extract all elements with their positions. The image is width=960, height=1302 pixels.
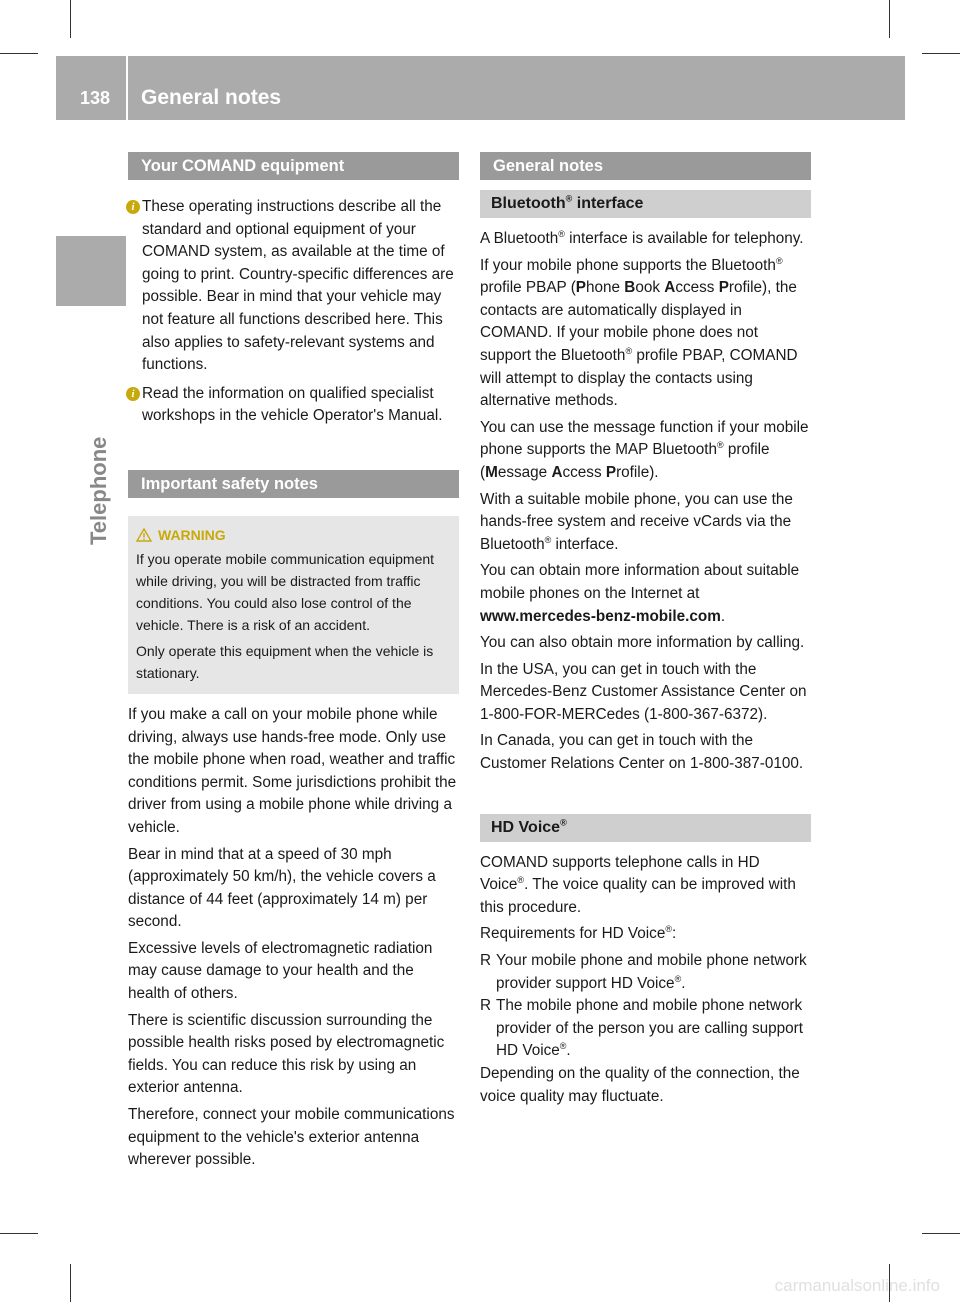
paragraph: With a suitable mobile phone, you can use the hands-free system and receive vCards via the Bluetooth® interface. — [480, 490, 793, 553]
paragraph: COMAND supports telephone calls in HD Voice®. The voice quality can be improved with this procedure. — [480, 853, 796, 916]
info-icon: i — [126, 387, 140, 401]
info-note — [128, 196, 459, 377]
paragraph: You can also obtain more information by calling. — [480, 634, 805, 652]
paragraph: Requirements for HD Voice®: — [480, 924, 677, 943]
subsection-heading — [480, 814, 811, 842]
bullet-icon: R — [480, 997, 492, 1015]
reg-mark: ® — [565, 193, 573, 204]
crop-mark — [70, 1264, 71, 1302]
info-note — [128, 383, 459, 428]
page-number: 138 — [80, 88, 111, 108]
paragraph: Depending on the quality of the connection, the voice quality may fluctuate. — [480, 1065, 800, 1105]
watermark: carmanualsonline.info — [774, 1276, 940, 1295]
warning-triangle-icon — [136, 528, 152, 542]
list-item: R Your mobile phone and mobile phone network provider support HD Voice®. — [480, 952, 807, 992]
section-heading: General notes — [480, 152, 811, 180]
section-heading: Important safety notes — [128, 470, 459, 498]
paragraph: A Bluetooth® interface is available for telephony. — [480, 228, 804, 247]
crop-mark — [922, 1233, 960, 1234]
bullet-icon: R — [480, 952, 492, 970]
paragraph: You can use the message function if your mobile phone supports the MAP Bluetooth® profile (Message Access Profile). — [480, 418, 809, 481]
paragraph: In Canada, you can get in touch with the Customer Relations Center on 1-800-387-0100. — [480, 732, 804, 773]
paragraph: Bear in mind that at a speed of 30 mph (approximately 50 km/h), the vehicle covers a distance of 44 feet (approximately 14 m) per second. — [128, 845, 436, 931]
paragraph: Excessive levels of electromagnetic radiation may cause damage to your health and the health of others. — [128, 939, 433, 1003]
paragraph: If you make a call on your mobile phone while driving, always use hands-free mode. Only use the mobile phone when road, weather and traffic conditions permit. Some jurisdictions prohibit the driver from using a mobile phone while driving a vehicle. — [128, 705, 457, 836]
chapter-title: General notes — [141, 86, 282, 109]
heading-text: Bluetooth — [491, 195, 566, 212]
heading-text: interface — [576, 195, 644, 212]
warning-box — [128, 516, 459, 694]
right-column — [480, 152, 811, 1112]
paragraph: There is scientific discussion surrounding the possible health risks posed by electromagnetic fields. You can reduce this risk by using an exterior antenna. — [128, 1011, 445, 1097]
website-link[interactable]: www.mercedes-benz-mobile.com — [480, 607, 721, 625]
crop-mark — [0, 53, 38, 54]
side-tab — [56, 236, 126, 306]
warning-text: If you operate mobile communication equipment while driving, you will be distracted from traffic conditions. You could also lose control of the vehicle. There is a risk of an accident. — [136, 550, 435, 633]
heading-text: HD Voice — [491, 818, 561, 836]
paragraph: Therefore, connect your mobile communications equipment to the vehicle's exterior antenna wherever possible. — [128, 1106, 455, 1169]
info-text: Read the information on qualified specialist workshops in the vehicle Operator's Manual. — [142, 384, 443, 425]
paragraph: If your mobile phone supports the Bluetooth® profile PBAP (Phone Book Access Profile), the contacts are automatically displayed in COMAND. If your mobile phone does not support the Bluetooth® profile PBAP, COMAND will attempt to display the contacts using alternative methods. — [480, 255, 798, 410]
info-text: These operating instructions describe all the standard and optional equipment of your COMAND system, as available at the time of going to print. Country-specific differences are possible. Bear in mind that your vehicle may not feature all functions described here. This also applies to safety-relevant systems and functions. — [142, 198, 454, 374]
reg-mark: ® — [560, 817, 567, 828]
subsection-heading — [480, 190, 811, 218]
info-icon: i — [126, 200, 140, 214]
warning-title — [136, 524, 451, 546]
crop-mark — [922, 53, 960, 54]
warning-label: WARNING — [158, 526, 226, 543]
list-item: R The mobile phone and mobile phone network provider of the person you are calling support HD Voice®. — [480, 997, 803, 1060]
header-divider — [126, 56, 128, 120]
paragraph: In the USA, you can get in touch with the Mercedes-Benz Customer Assistance Center on 1-800-FOR-MERCedes (1-800-367-6372). — [480, 660, 807, 723]
warning-text: Only operate this equipment when the vehicle is stationary. — [136, 642, 434, 681]
crop-mark — [70, 0, 71, 38]
crop-mark — [0, 1233, 38, 1234]
crop-mark — [889, 0, 890, 38]
section-heading: Your COMAND equipment — [128, 152, 459, 180]
left-column — [128, 152, 459, 1176]
section-label: Telephone — [86, 436, 111, 545]
paragraph: You can obtain more information about suitable mobile phones on the Internet at www.mercedes-benz-mobile.com. — [480, 562, 800, 625]
